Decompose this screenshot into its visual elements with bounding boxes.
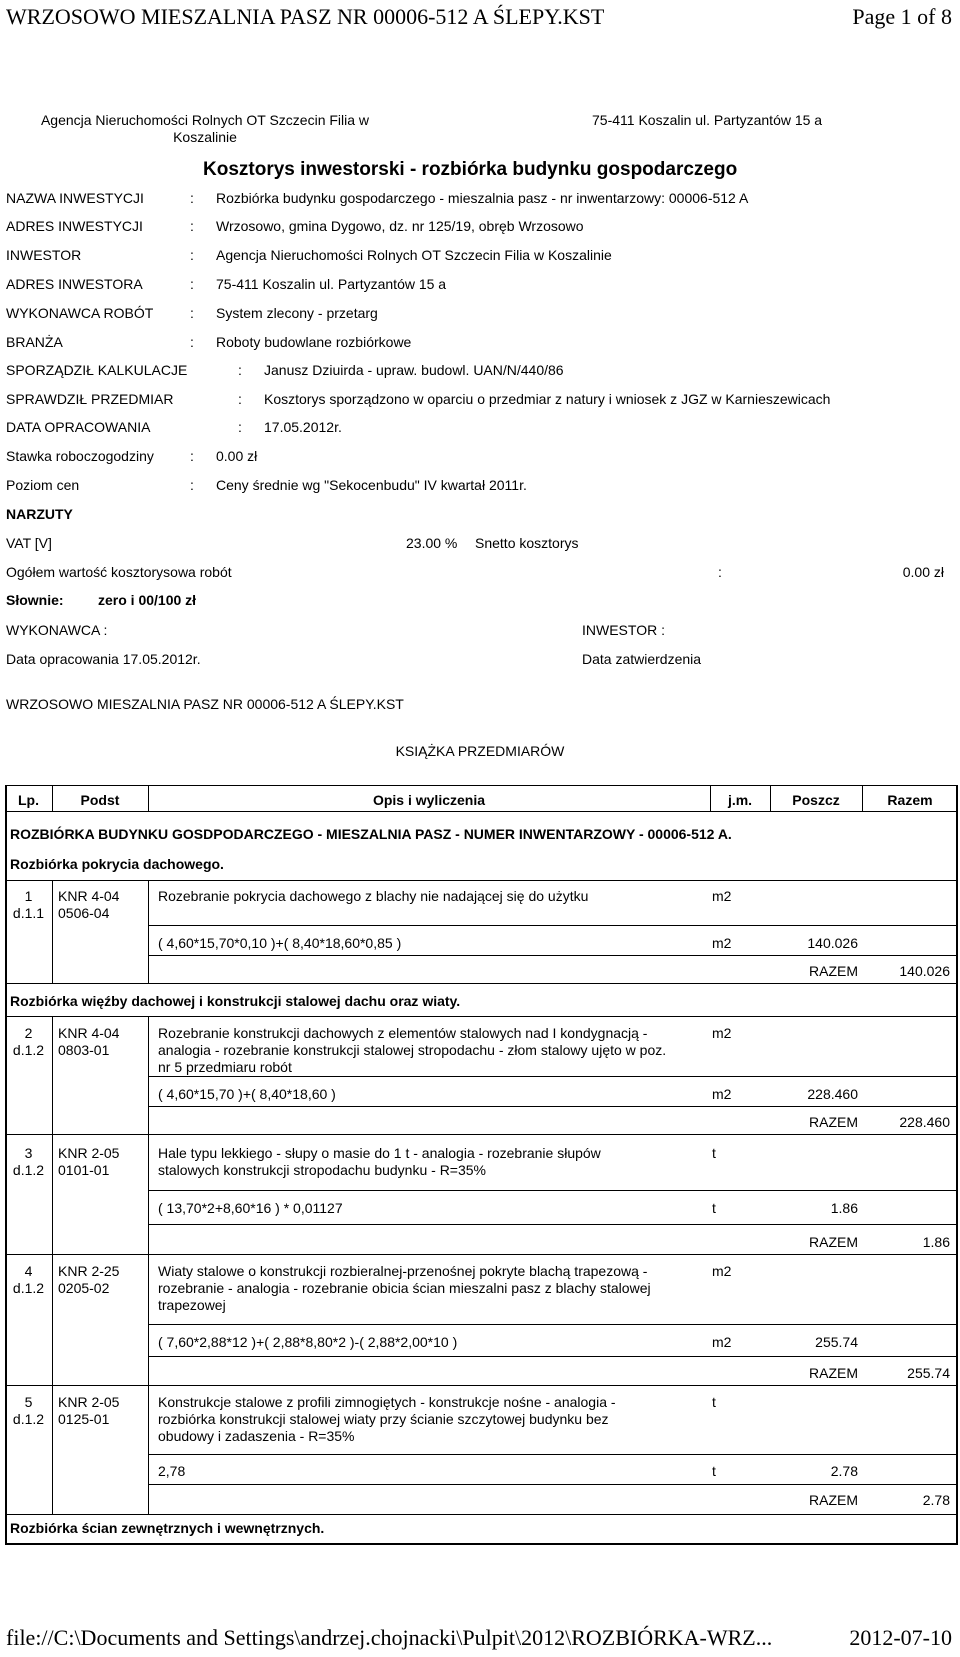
item-code: KNR 2-05 [58, 1145, 120, 1161]
field-value: 0.00 zł [216, 448, 258, 464]
vat-label: VAT [V] [6, 535, 52, 551]
item-description: Rozebranie pokrycia dachowego z blachy nie nadającej się do użytku [158, 888, 589, 904]
field-value: System zlecony - przetarg [216, 305, 378, 321]
item-code: 0205-02 [58, 1280, 110, 1296]
item-calculation: ( 4,60*15,70 )+( 8,40*18,60 ) [158, 1086, 336, 1102]
field-value: 75-411 Koszalin ul. Partyzantów 15 a [216, 276, 447, 292]
column-divider [52, 1385, 53, 1514]
approval-date: Data zatwierdzenia [582, 651, 702, 667]
item-unit: m2 [712, 888, 732, 904]
razem-label: RAZEM [809, 1492, 858, 1508]
section-title: Rozbiórka pokrycia dachowego. [10, 856, 224, 872]
field-value: Rozbiórka budynku gospodarczego - mieszalnia pasz - nr inwentarzowy: 00006-512 A [216, 190, 749, 206]
field-value: 17.05.2012r. [264, 419, 342, 435]
razem-label: RAZEM [809, 963, 858, 979]
item-code: KNR 4-04 [58, 1025, 120, 1041]
field-label: BRANŻA [6, 334, 63, 350]
measurement-book-heading: KSIĄŻKA PRZEDMIARÓW [395, 743, 565, 759]
item-number: 2 [24, 1025, 33, 1041]
column-divider [148, 1385, 149, 1514]
item-partial: 1.86 [830, 1200, 858, 1216]
item-number: 4 [24, 1263, 33, 1279]
item-total: 1.86 [922, 1234, 950, 1250]
item-description: Wiaty stalowe o konstrukcji rozbieralnej-przenośnej pokryte blachą trapezową - rozebranie - analogia - rozebranie obicia ścian mieszalni pasz z blachy stalowej trapezowej [158, 1263, 651, 1313]
field-colon: : [190, 218, 194, 234]
field-label: SPORZĄDZIŁ KALKULACJE [6, 362, 188, 378]
item-description: Hale typu lekkiego - słupy o masie do 1 t - analogia - rozebranie słupów stalowych konstrukcji stropodachu budynku - R=35% [158, 1145, 601, 1178]
calc-unit: m2 [712, 935, 732, 951]
field-label: Stawka roboczogodziny [6, 448, 154, 464]
investor-label: INWESTOR : [582, 622, 665, 638]
calc-unit: m2 [712, 1334, 732, 1350]
item-number: 3 [24, 1145, 33, 1161]
item-calculation: ( 13,70*2+8,60*16 ) * 0,01127 [158, 1200, 343, 1216]
field-colon: : [238, 362, 242, 378]
field-value: Kosztorys sporządzono w oparciu o przedmiar z natury i wniosek z JGZ w Karnieszewicach [264, 391, 831, 407]
print-footer-date: 2012-07-10 [849, 1625, 952, 1650]
row-separator [5, 1514, 958, 1515]
column-divider [148, 1016, 149, 1134]
field-value: Roboty budowlane rozbiórkowe [216, 334, 412, 350]
field-label: INWESTOR [6, 247, 82, 263]
calc-unit: m2 [712, 1086, 732, 1102]
column-divider [148, 1134, 149, 1254]
slownie-value: zero i 00/100 zł [98, 592, 197, 608]
print-header-title: WRZOSOWO MIESZALNIA PASZ NR 00006-512 A ŚLEPY.KST [6, 4, 605, 29]
narzuty-heading: NARZUTY [6, 506, 73, 522]
field-label: DATA OPRACOWANIA [6, 419, 151, 435]
field-colon: : [190, 334, 194, 350]
column-divider [148, 880, 149, 983]
item-code: 0101-01 [58, 1162, 110, 1178]
section-title: Rozbiórka ścian zewnętrznych i wewnętrznych. [10, 1520, 325, 1536]
item-number: 1 [24, 888, 33, 904]
field-label: WYKONAWCA ROBÓT [6, 305, 154, 321]
column-divider [52, 1134, 53, 1254]
total-value: 0.00 zł [902, 564, 944, 580]
item-total: 140.026 [899, 963, 950, 979]
field-colon: : [190, 190, 194, 206]
item-calculation: 2,78 [158, 1463, 186, 1479]
item-description: Konstrukcje stalowe z profili zimnogiętych - konstrukcje nośne - analogia - rozbiórka konstrukcji stalowej wiaty przy ścianie szczytowej budynku bez obudowy i zadaszenia - R=35% [158, 1394, 616, 1444]
item-calculation: ( 7,60*2,88*12 )+( 2,88*8,80*2 )-( 2,88*2,00*10 ) [158, 1334, 458, 1350]
calc-separator [148, 1454, 958, 1455]
vat-basis: Snetto kosztorys [475, 535, 579, 551]
calc-separator [148, 1190, 958, 1191]
column-header-jm: j.m. [727, 792, 753, 808]
field-colon: : [238, 419, 242, 435]
vat-value: 23.00 % [406, 535, 458, 551]
item-unit: m2 [712, 1263, 732, 1279]
field-label: SPRAWDZIŁ PRZEDMIAR [6, 391, 174, 407]
razem-label: RAZEM [809, 1365, 858, 1381]
item-partial: 228.460 [807, 1086, 858, 1102]
agency-address: 75-411 Koszalin ul. Partyzantów 15 a [592, 112, 823, 128]
column-header-poszcz: Poszcz [792, 792, 840, 808]
calc-separator [148, 1076, 958, 1077]
item-description: Rozebranie konstrukcji dachowych z elementów stalowych nad I kondygnacją - analogia - rozebranie konstrukcji stalowej stropodachu - złom stalowy ujęto w poz. nr 5 przedmiaru robót [158, 1025, 667, 1075]
item-number: 5 [24, 1394, 33, 1410]
row-separator [5, 983, 958, 984]
column-divider [52, 1016, 53, 1134]
calc-separator [148, 925, 958, 926]
item-total: 228.460 [899, 1114, 950, 1130]
column-header-opis: Opis i wyliczenia [372, 792, 486, 808]
item-code: 0125-01 [58, 1411, 110, 1427]
razem-label: RAZEM [809, 1114, 858, 1130]
item-partial: 255.74 [815, 1334, 858, 1350]
field-label: Poziom cen [6, 477, 80, 493]
column-divider [52, 880, 53, 983]
field-value: Ceny średnie wg "Sekocenbudu" IV kwartał 2011r. [216, 477, 527, 493]
item-unit: t [712, 1394, 716, 1410]
item-total: 255.74 [907, 1365, 950, 1381]
item-partial: 140.026 [807, 935, 858, 951]
header-separator [5, 811, 958, 812]
field-value: Agencja Nieruchomości Rolnych OT Szczecin Filia w Koszalinie [216, 247, 612, 263]
item-total: 2.78 [922, 1492, 950, 1508]
field-value: Wrzosowo, gmina Dygowo, dz. nr 125/19, obręb Wrzosowo [216, 218, 584, 234]
razem-separator [148, 1106, 958, 1107]
column-header-podst: Podst [80, 792, 120, 808]
main-section-title: ROZBIÓRKA BUDYNKU GOSDPODARCZEGO - MIESZALNIA PASZ - NUMER INWENTARZOWY - 00006-512 A. [10, 826, 732, 842]
preparation-date: Data opracowania 17.05.2012r. [6, 651, 201, 667]
field-label: ADRES INWESTYCJI [6, 218, 143, 234]
document-title: Kosztorys inwestorski - rozbiórka budynku gospodarczego [203, 159, 738, 180]
field-colon: : [190, 276, 194, 292]
field-label: NAZWA INWESTYCJI [6, 190, 144, 206]
item-unit: m2 [712, 1025, 732, 1041]
item-ref: d.1.1 [12, 905, 45, 921]
razem-separator [148, 1356, 958, 1357]
contractor-label: WYKONAWCA : [6, 622, 108, 638]
item-ref: d.1.2 [12, 1042, 45, 1058]
agency-line-2: Koszalinie [173, 129, 237, 145]
calc-unit: t [712, 1200, 716, 1216]
agency-name [20, 112, 390, 146]
item-partial: 2.78 [830, 1463, 858, 1479]
calc-separator [148, 1324, 958, 1325]
item-ref: d.1.2 [12, 1162, 45, 1178]
field-label: ADRES INWESTORA [6, 276, 143, 292]
razem-separator [148, 955, 958, 956]
field-colon: : [190, 305, 194, 321]
file-title: WRZOSOWO MIESZALNIA PASZ NR 00006-512 A ŚLEPY.KST [6, 696, 404, 712]
field-colon: : [190, 247, 194, 263]
item-code: KNR 4-04 [58, 888, 120, 904]
print-header-page: Page 1 of 8 [852, 4, 952, 29]
item-calculation: ( 4,60*15,70*0,10 )+( 8,40*18,60*0,85 ) [158, 935, 402, 951]
item-code: 0506-04 [58, 905, 110, 921]
item-ref: d.1.2 [12, 1280, 45, 1296]
column-header-razem: Razem [887, 792, 933, 808]
total-colon: : [718, 564, 722, 580]
item-ref: d.1.2 [12, 1411, 45, 1427]
calc-unit: t [712, 1463, 716, 1479]
razem-label: RAZEM [809, 1234, 858, 1250]
razem-separator [148, 1224, 958, 1225]
item-code: 0803-01 [58, 1042, 110, 1058]
field-colon: : [190, 477, 194, 493]
field-value: Janusz Dziuirda - upraw. budowl. UAN/N/440/86 [264, 362, 564, 378]
field-colon: : [238, 391, 242, 407]
column-header-lp: Lp. [18, 792, 39, 808]
column-divider [52, 1254, 53, 1385]
field-colon: : [190, 448, 194, 464]
section-title: Rozbiórka więźby dachowej i konstrukcji stalowej dachu oraz wiaty. [10, 993, 461, 1009]
item-unit: t [712, 1145, 716, 1161]
print-footer-path: file://C:\Documents and Settings\andrzej.chojnacki\Pulpit\2012\ROZBIÓRKA-WRZ... [6, 1625, 773, 1650]
item-code: KNR 2-05 [58, 1394, 120, 1410]
item-code: KNR 2-25 [58, 1263, 120, 1279]
slownie-label: Słownie: [6, 592, 64, 608]
agency-line-1: Agencja Nieruchomości Rolnych OT Szczecin Filia w [40, 112, 370, 128]
total-label: Ogółem wartość kosztorysowa robót [6, 564, 232, 580]
column-divider [148, 1254, 149, 1385]
razem-separator [148, 1484, 958, 1485]
